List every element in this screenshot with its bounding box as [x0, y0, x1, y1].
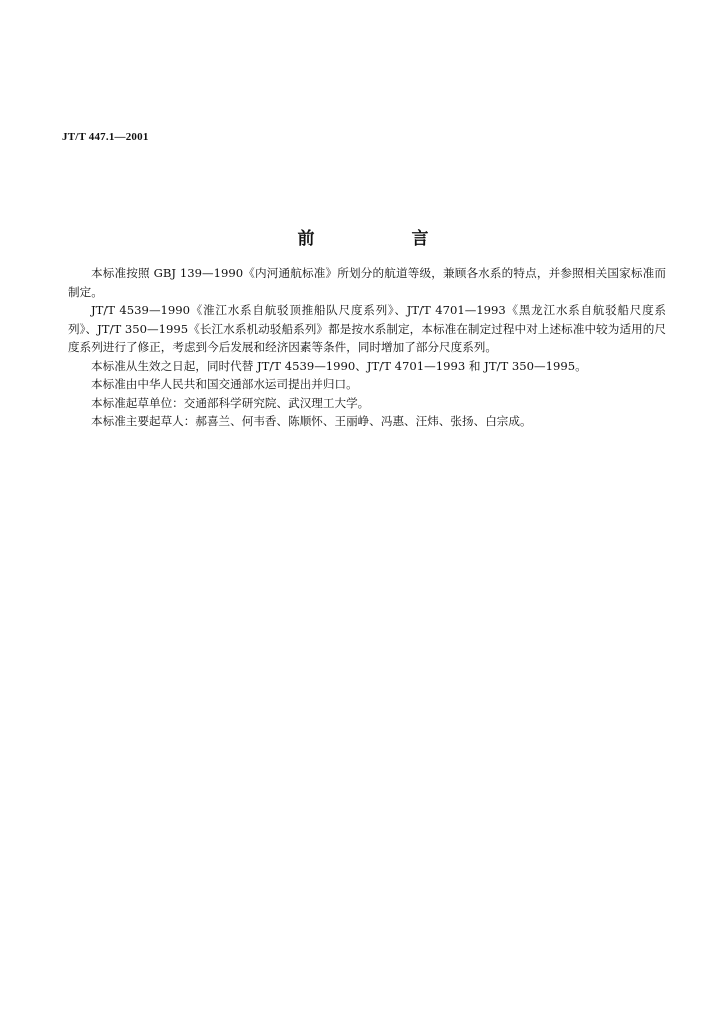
- page-heading: 前 言: [297, 229, 469, 249]
- foreword-body: [68, 264, 666, 431]
- paragraph-drafting-units: 本标准起草单位：交通部科学研究院、武汉理工大学。: [91, 395, 370, 410]
- paragraph-drafters: 本标准主要起草人：郝喜兰、何韦香、陈顺怀、王丽峥、冯惠、汪炜、张扬、白宗成。: [91, 414, 532, 428]
- paragraph-proposer: 本标准由中华人民共和国交通部水运司提出并归口。: [91, 377, 358, 391]
- paragraph-replacement: 本标准从生效之日起，同时代替 JT/T 4539—1990、JT/T 4701—1993 和 JT/T 350—1995。: [91, 358, 587, 373]
- paragraph-history: JT/T 4539—1990《淮江水系自航驳顶推船队尺度系列》、JT/T 4701—1993《黑龙江水系自航驳船尺度系列》、JT/T 350—1995《长江水系机动驳船系列》都是按水系制定，本标准在制定过程中对上述标准中较为适用的尺度系列进行了修正，考虑到今后发展和经济因素等条件，同时增加了部分尺度系列。: [68, 303, 666, 354]
- standard-code: JT/T 447.1—2001: [62, 131, 149, 143]
- paragraph-basis: 本标准按照 GBJ 139—1990《内河通航标准》所划分的航道等级，兼顾各水系的特点，并参照相关国家标准而制定。: [68, 266, 666, 299]
